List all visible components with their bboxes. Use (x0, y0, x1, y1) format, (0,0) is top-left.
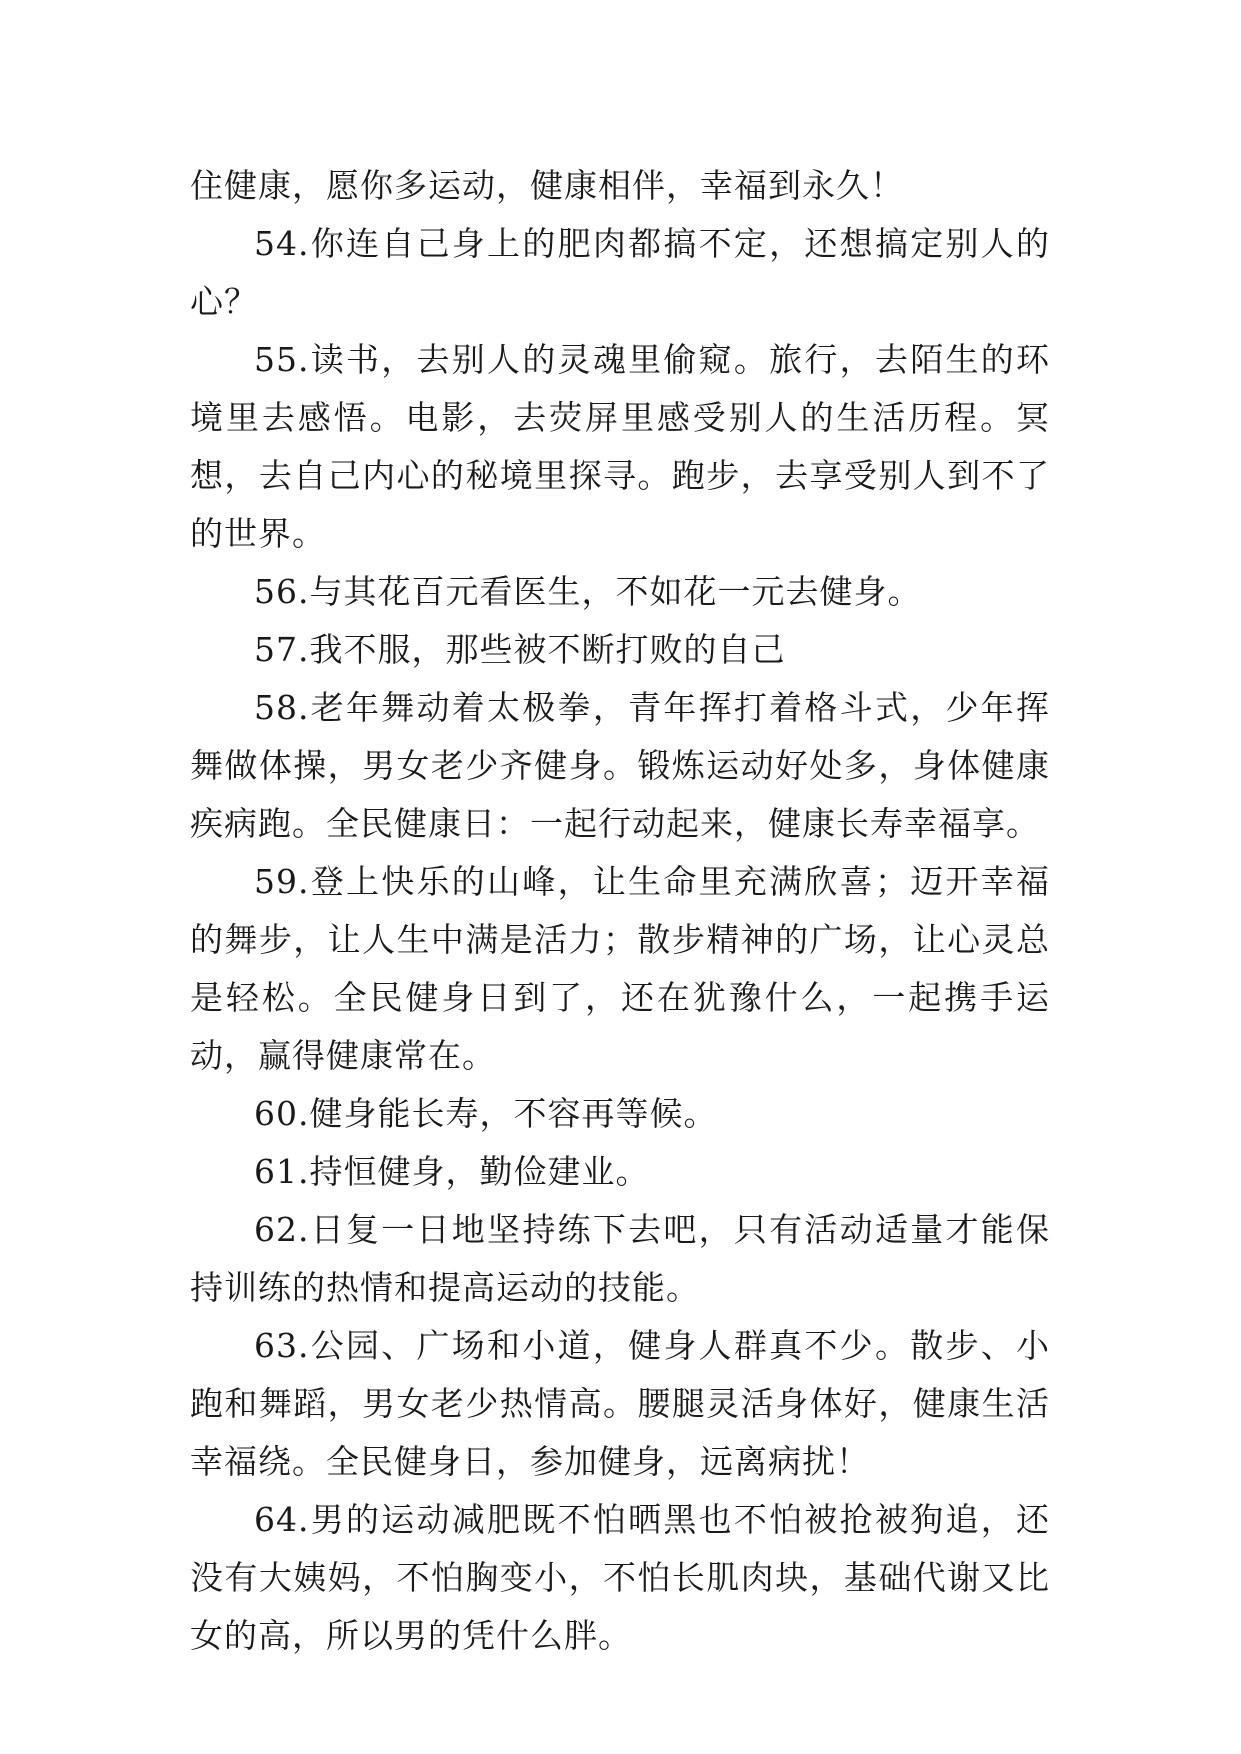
document-body (190, 157, 1050, 1665)
paragraph-62: 62.日复一日地坚持练下去吧，只有活动适量才能保持训练的热情和提高运动的技能。 (190, 1210, 1050, 1307)
paragraph-64: 64.男的运动减肥既不怕晒黑也不怕被抢被狗追，还没有大姨妈，不怕胸变小，不怕长肌肉块，基础代谢又比女的高，所以男的凭什么胖。 (190, 1500, 1050, 1655)
paragraph-56: 56.与其花百元看医生，不如花一元去健身。 (254, 572, 922, 611)
paragraph-58: 58.老年舞动着太极拳，青年挥打着格斗式，少年挥舞做体操，男女老少齐健身。锻炼运动好处多，身体健康疾病跑。全民健康日：一起行动起来，健康长寿幸福享。 (190, 688, 1050, 843)
paragraph-55: 55.读书，去别人的灵魂里偷窥。旅行，去陌生的环境里去感悟。电影，去荧屏里感受别人的生活历程。冥想，去自己内心的秘境里探寻。跑步，去享受别人到不了的世界。 (190, 340, 1050, 553)
paragraph-54: 54.你连自己身上的肥肉都搞不定，还想搞定别人的心？ (190, 224, 1050, 321)
paragraph-60: 60.健身能长寿，不容再等候。 (254, 1094, 718, 1133)
paragraph-61: 61.持恒健身，勤俭建业。 (254, 1152, 650, 1191)
paragraph-59: 59.登上快乐的山峰，让生命里充满欣喜；迈开幸福的舞步，让人生中满是活力；散步精神的广场，让心灵总是轻松。全民健身日到了，还在犹豫什么，一起携手运动，赢得健康常在。 (190, 862, 1050, 1075)
paragraph-57: 57.我不服，那些被不断打败的自己 (254, 630, 786, 669)
paragraph-continuation: 住健康，愿你多运动，健康相伴，幸福到永久！ (190, 166, 904, 205)
paragraph-63: 63.公园、广场和小道，健身人群真不少。散步、小跑和舞蹈，男女老少热情高。腰腿灵活身体好，健康生活幸福绕。全民健身日，参加健身，远离病扰！ (190, 1326, 1050, 1481)
